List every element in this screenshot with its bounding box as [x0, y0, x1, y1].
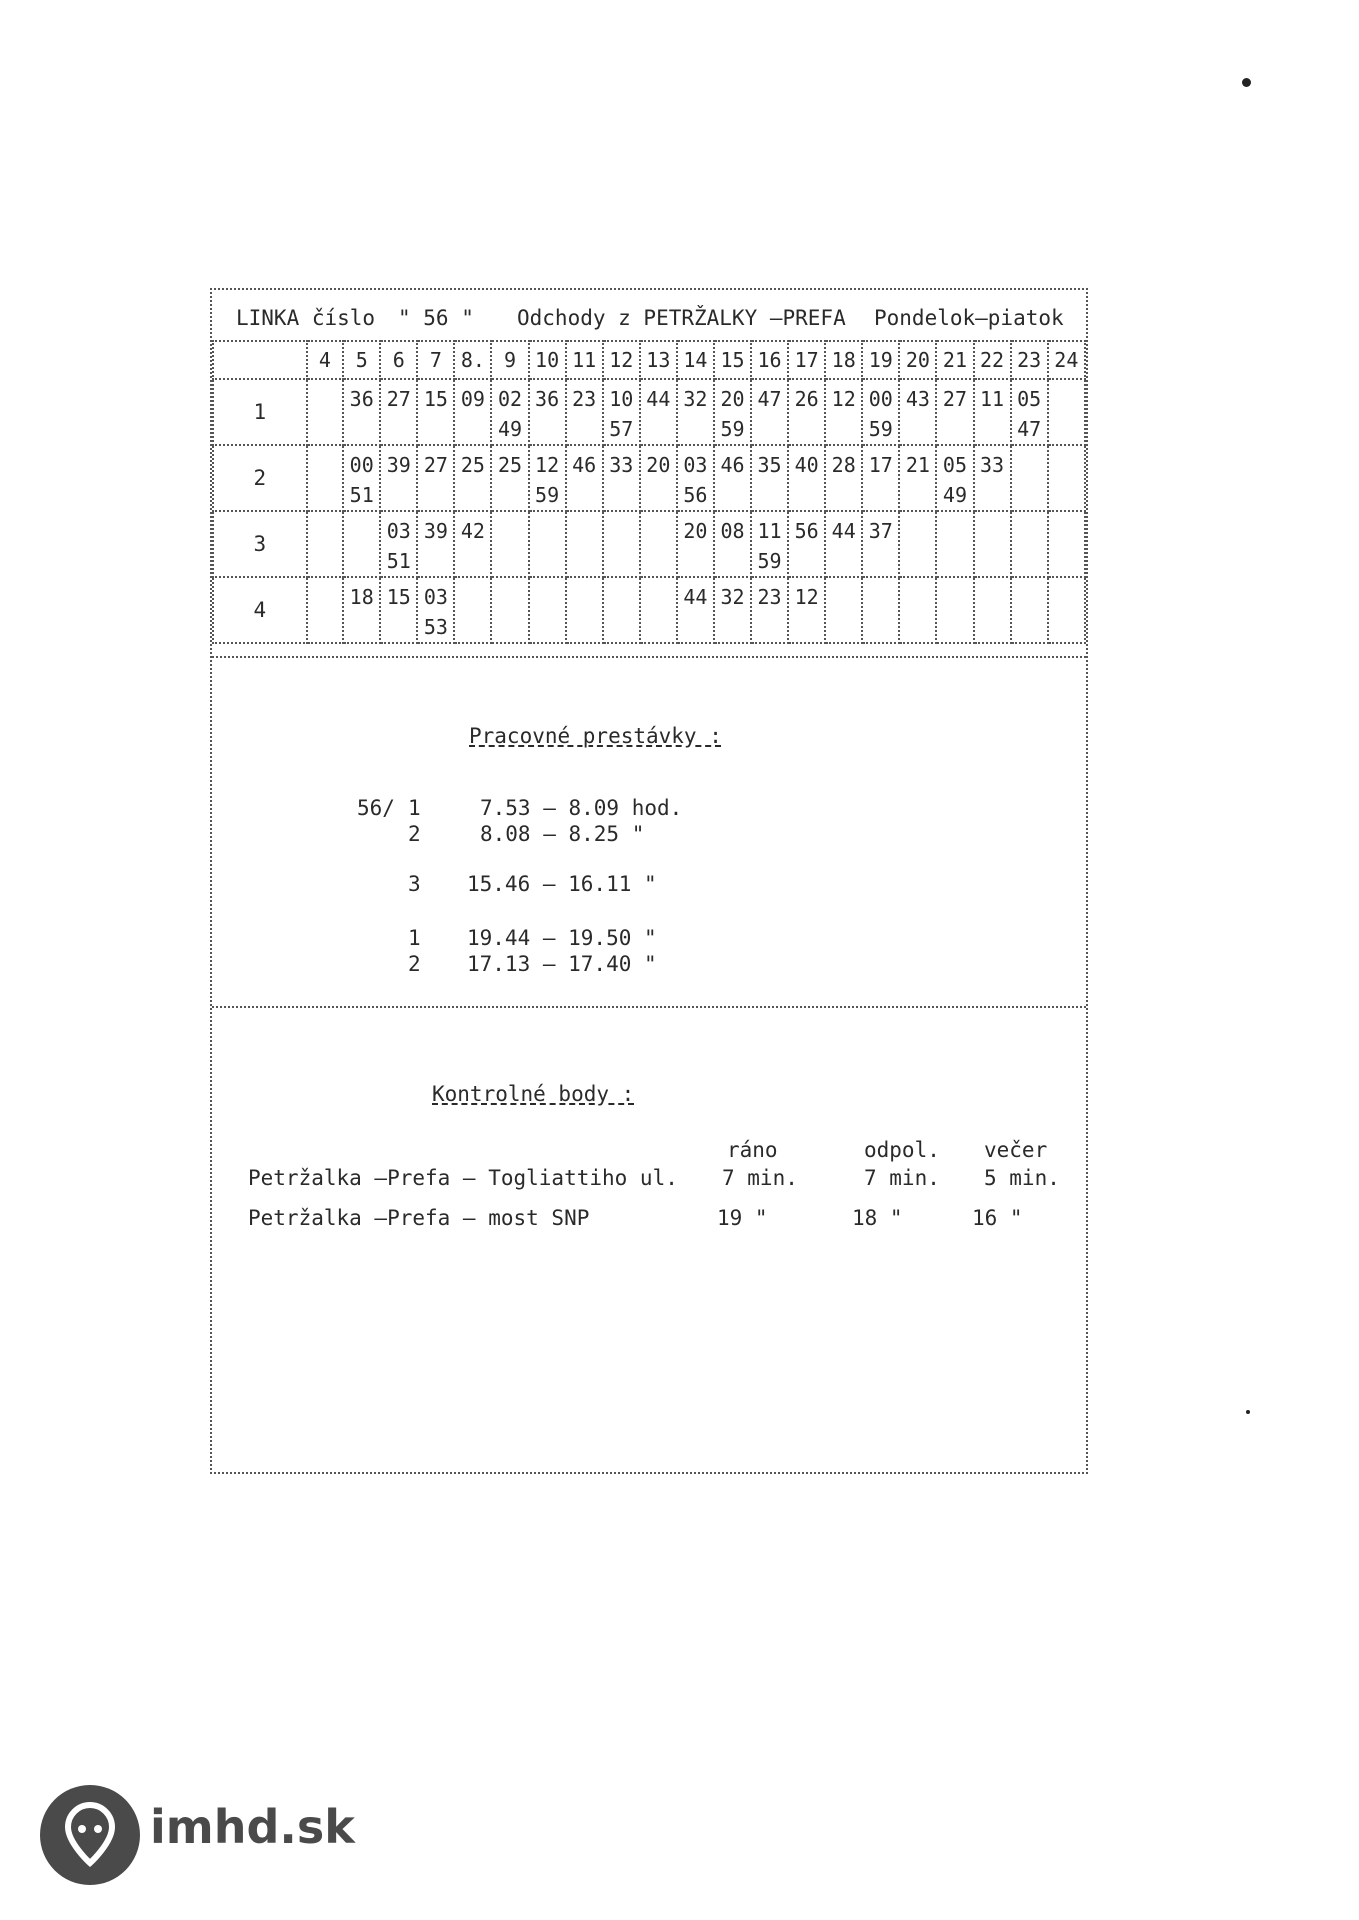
departure-minute: 44: [683, 585, 708, 609]
run-label: 1: [213, 379, 307, 445]
departure-cell: [751, 379, 788, 445]
checkpoint-value: 7 min.: [864, 1166, 940, 1190]
departure-cell: [936, 577, 973, 643]
checkpoint-route: Petržalka –Prefa – most SNP: [248, 1206, 590, 1230]
departure-cell: [1048, 445, 1085, 511]
departure-minute: 12: [831, 387, 856, 411]
departure-cell: [491, 445, 528, 511]
hour-header: 18: [825, 341, 862, 379]
departure-cell: [307, 445, 343, 511]
departure-minute: 59: [720, 417, 745, 441]
departure-minute: 10: [609, 387, 634, 411]
departure-minute: 51: [349, 483, 374, 507]
departure-cell: [603, 379, 640, 445]
departure-cell: [899, 445, 936, 511]
departure-minute: 08: [720, 519, 745, 543]
departure-cell: [899, 511, 936, 577]
break-run: 3: [408, 872, 421, 896]
departure-cell: [936, 379, 973, 445]
hour-header: 19: [862, 341, 899, 379]
hour-header: 21: [936, 341, 973, 379]
run-label: 3: [213, 511, 307, 577]
departure-cell: [788, 511, 825, 577]
departure-minute: 44: [831, 519, 856, 543]
departure-cell: [380, 445, 417, 511]
departure-minute: 11: [757, 519, 782, 543]
departure-cell: [343, 577, 380, 643]
departure-cell: [640, 445, 677, 511]
departure-minute: 56: [794, 519, 819, 543]
departure-cell: [491, 511, 528, 577]
hour-header: 8.: [454, 341, 491, 379]
departure-cell: [825, 511, 862, 577]
hour-header: 23: [1011, 341, 1048, 379]
breaks-heading: Pracovné prestávky :: [469, 724, 722, 748]
checkpoint-value: 7 min.: [722, 1166, 798, 1190]
break-run: 2: [408, 952, 421, 976]
departure-minute: 46: [572, 453, 597, 477]
departure-cell: [343, 511, 380, 577]
hour-header: 13: [640, 341, 677, 379]
departure-cell: [677, 445, 714, 511]
departure-cell: [825, 577, 862, 643]
departure-cell: [1048, 379, 1085, 445]
departure-cell: [1011, 445, 1048, 511]
hour-header: 20: [899, 341, 936, 379]
departure-minute: 35: [757, 453, 782, 477]
departure-minute: 43: [905, 387, 930, 411]
checkpoint-route: Petržalka –Prefa – Togliattiho ul.: [248, 1166, 678, 1190]
break-time: 15.46 – 16.11 ": [467, 872, 657, 896]
departure-minute: 05: [942, 453, 967, 477]
departure-minute: 33: [609, 453, 634, 477]
departure-cell: [974, 445, 1011, 511]
departure-cell: [862, 511, 899, 577]
timetable-sheet: [210, 288, 1088, 1474]
departure-cell: [454, 445, 491, 511]
departure-cell: [343, 445, 380, 511]
departure-cell: [714, 511, 751, 577]
departure-minute: 25: [460, 453, 485, 477]
divider: [212, 1006, 1086, 1008]
departure-cell: [380, 577, 417, 643]
brand-name: imhd.sk: [150, 1800, 355, 1854]
departure-minute: 37: [868, 519, 893, 543]
direction: Odchody z PETRŽALKY –PREFA: [517, 306, 846, 330]
departure-minute: 25: [497, 453, 523, 477]
breaks-line-prefix: 56/: [357, 796, 395, 820]
hour-header: 9: [491, 341, 528, 379]
hour-header: 6: [380, 341, 417, 379]
departure-cell: [899, 577, 936, 643]
departure-cell: [714, 577, 751, 643]
departure-minute: 59: [535, 483, 560, 507]
departure-cell: [566, 511, 603, 577]
departure-minute: 27: [386, 387, 411, 411]
departure-cell: [1048, 577, 1085, 643]
departure-cell: [454, 379, 491, 445]
departure-minute: 03: [386, 519, 411, 543]
departure-cell: [491, 379, 528, 445]
departure-minute: 49: [942, 483, 967, 507]
checkpoint-value: 16 ": [972, 1206, 1023, 1230]
speck: [1246, 1410, 1250, 1414]
departure-cell: [1048, 511, 1085, 577]
departure-minute: 20: [720, 387, 745, 411]
checkpoints-heading: Kontrolné body :: [432, 1082, 635, 1106]
departure-cell: [529, 445, 566, 511]
departure-cell: [417, 445, 454, 511]
departure-minute: 20: [683, 519, 708, 543]
departure-cell: [307, 379, 343, 445]
departure-cell: [640, 379, 677, 445]
departure-cell: [529, 379, 566, 445]
departure-cell: [603, 445, 640, 511]
hour-header: 17: [788, 341, 825, 379]
departure-minute: 56: [683, 483, 708, 507]
break-time: 8.08 – 8.25 ": [480, 822, 645, 846]
break-time: 7.53 – 8.09 hod.: [480, 796, 683, 820]
hour-header: 5: [343, 341, 380, 379]
line-number: " 56 ": [398, 306, 474, 330]
departure-cell: [603, 577, 640, 643]
departure-minute: 15: [386, 585, 411, 609]
column-afternoon: odpol.: [864, 1138, 940, 1162]
departure-minute: 02: [497, 387, 523, 411]
departure-minute: 20: [646, 453, 671, 477]
checkpoint-value: 5 min.: [984, 1166, 1060, 1190]
departure-minute: 36: [349, 387, 374, 411]
hour-header: 11: [566, 341, 603, 379]
departure-minute: 40: [794, 453, 819, 477]
departure-minute: 32: [720, 585, 745, 609]
departure-minute: 39: [386, 453, 411, 477]
departure-minute: 47: [1017, 417, 1042, 441]
departure-cell: [788, 445, 825, 511]
hour-header: 4: [307, 341, 343, 379]
departure-minute: 59: [757, 549, 782, 573]
hour-header: 14: [677, 341, 714, 379]
days: Pondelok–piatok: [874, 306, 1064, 330]
corner-cell: [213, 341, 307, 379]
departure-cell: [825, 379, 862, 445]
departure-minute: 33: [979, 453, 1005, 477]
departure-cell: [677, 511, 714, 577]
departure-cell: [343, 379, 380, 445]
checkpoint-value: 19 ": [717, 1206, 768, 1230]
imhd-logo-icon: [40, 1785, 140, 1885]
checkpoint-value: 18 ": [852, 1206, 903, 1230]
departure-cell: [1011, 577, 1048, 643]
departure-cell: [825, 445, 862, 511]
departure-cell: [640, 511, 677, 577]
column-morning: ráno: [727, 1138, 778, 1162]
departure-cell: [603, 511, 640, 577]
hour-header: 22: [974, 341, 1011, 379]
hour-header: 15: [714, 341, 751, 379]
departure-minute: 47: [757, 387, 782, 411]
departure-cell: [677, 379, 714, 445]
departure-minute: 11: [979, 387, 1005, 411]
break-time: 19.44 – 19.50 ": [467, 926, 657, 950]
departure-cell: [417, 379, 454, 445]
departure-cell: [751, 511, 788, 577]
departure-cell: [751, 577, 788, 643]
departure-cell: [751, 445, 788, 511]
departure-cell: [529, 577, 566, 643]
break-run: 2: [408, 822, 421, 846]
departure-minute: 39: [423, 519, 448, 543]
departure-cell: [529, 511, 566, 577]
departure-cell: [1011, 379, 1048, 445]
departure-cell: [454, 511, 491, 577]
departure-minute: 53: [423, 615, 448, 639]
departure-cell: [417, 577, 454, 643]
departure-cell: [974, 511, 1011, 577]
departure-minute: 12: [535, 453, 560, 477]
departure-minute: 46: [720, 453, 745, 477]
departure-cell: [380, 511, 417, 577]
departure-cell: [677, 577, 714, 643]
departure-cell: [862, 379, 899, 445]
departure-cell: [974, 379, 1011, 445]
departure-cell: [974, 577, 1011, 643]
departure-minute: 32: [683, 387, 708, 411]
departure-cell: [862, 577, 899, 643]
departure-cell: [899, 379, 936, 445]
departure-minute: 28: [831, 453, 856, 477]
departure-minute: 27: [942, 387, 967, 411]
run-label: 4: [213, 577, 307, 643]
departure-cell: [566, 577, 603, 643]
departure-minute: 03: [423, 585, 448, 609]
departure-minute: 36: [535, 387, 560, 411]
departure-cell: [714, 445, 751, 511]
departure-minute: 17: [868, 453, 893, 477]
departure-minute: 03: [683, 453, 708, 477]
departure-table: [212, 340, 1086, 644]
departure-cell: [380, 379, 417, 445]
departure-minute: 59: [868, 417, 893, 441]
break-time: 17.13 – 17.40 ": [467, 952, 657, 976]
departure-minute: 27: [423, 453, 448, 477]
departure-minute: 00: [349, 453, 374, 477]
departure-minute: 23: [572, 387, 597, 411]
departure-minute: 18: [349, 585, 374, 609]
hour-header: 7: [417, 341, 454, 379]
break-run: 1: [408, 796, 421, 820]
departure-minute: 42: [460, 519, 485, 543]
departure-cell: [566, 445, 603, 511]
departure-minute: 12: [794, 585, 819, 609]
column-evening: večer: [984, 1138, 1048, 1162]
divider: [212, 656, 1086, 658]
departure-minute: 44: [646, 387, 671, 411]
departure-minute: 15: [423, 387, 448, 411]
hour-header: 12: [603, 341, 640, 379]
hour-header: 24: [1048, 341, 1085, 379]
title-row: [212, 302, 1086, 334]
departure-cell: [454, 577, 491, 643]
departure-cell: [1011, 511, 1048, 577]
departure-cell: [936, 511, 973, 577]
departure-cell: [307, 577, 343, 643]
speck: [1242, 78, 1251, 87]
line-label: LINKA číslo: [236, 306, 376, 330]
departure-cell: [491, 577, 528, 643]
departure-cell: [788, 577, 825, 643]
run-label: 2: [213, 445, 307, 511]
departure-cell: [566, 379, 603, 445]
departure-cell: [417, 511, 454, 577]
departure-cell: [862, 445, 899, 511]
departure-minute: 23: [757, 585, 782, 609]
departure-minute: 57: [609, 417, 634, 441]
departure-cell: [788, 379, 825, 445]
break-run: 1: [408, 926, 421, 950]
departure-minute: 09: [460, 387, 485, 411]
departure-minute: 05: [1017, 387, 1042, 411]
departure-cell: [307, 511, 343, 577]
departure-cell: [936, 445, 973, 511]
hour-header: 10: [529, 341, 566, 379]
departure-minute: 49: [497, 417, 523, 441]
hour-header: 16: [751, 341, 788, 379]
departure-cell: [714, 379, 751, 445]
departure-minute: 51: [386, 549, 411, 573]
departure-minute: 00: [868, 387, 893, 411]
departure-minute: 26: [794, 387, 819, 411]
departure-cell: [640, 577, 677, 643]
departure-minute: 21: [905, 453, 930, 477]
